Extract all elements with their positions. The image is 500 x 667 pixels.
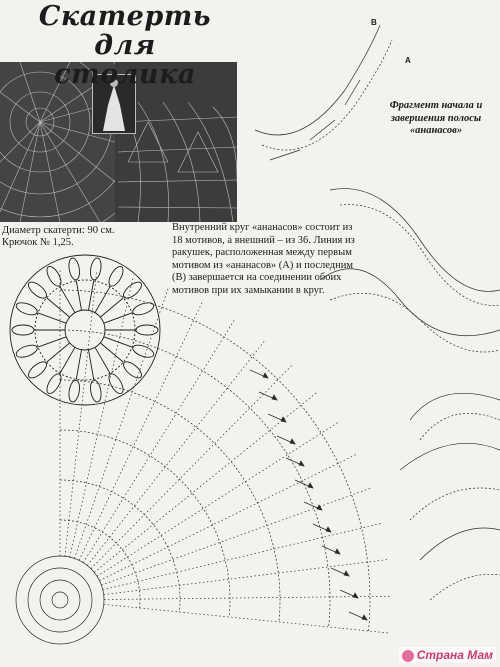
- title-line-1: Скатерть: [38, 1, 212, 32]
- marker-b: В: [371, 18, 377, 27]
- fragment-label: Фрагмент начала и завершения полосы «ананасов»: [389, 100, 483, 136]
- shell-fragment-chart: [255, 25, 392, 160]
- pattern-description: Внутренний круг «ананасов» состоит из 18 мотивов, а внешний – из 36. Линия из ракушек, расположенная между первым мотивом из «ананасов» (А) и последним (В) завершается на соединении обоих мотивов при их замыкании в круг.: [172, 222, 355, 296]
- watermark: [399, 647, 496, 663]
- pineapple-strip-chart: [250, 189, 500, 620]
- title-line-2: для столика: [54, 30, 196, 90]
- marker-a: А: [405, 56, 411, 65]
- diameter-text: Диаметр скатерти: 90 см.: [2, 225, 115, 236]
- hook-text: Крючок № 1,25.: [2, 237, 74, 248]
- watermark-text: Страна Мам: [416, 648, 493, 662]
- strana-mam-logo-icon: [402, 650, 414, 662]
- overview-schematic: [10, 255, 160, 405]
- main-chart-fan: [16, 270, 390, 644]
